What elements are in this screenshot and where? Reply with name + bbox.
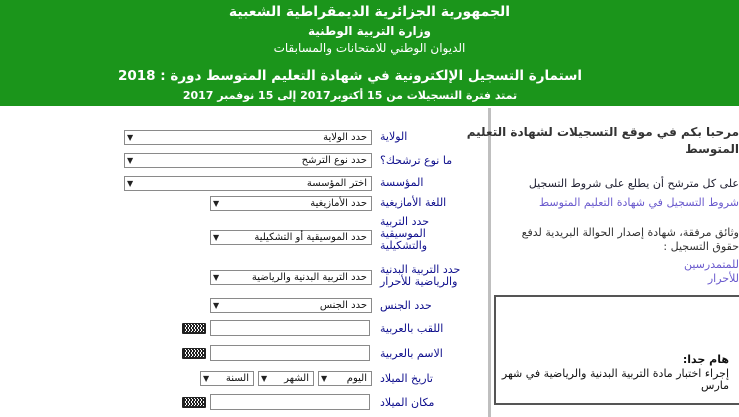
birth-year-value: السنة (225, 373, 249, 384)
music-art-select-value: حدد الموسيقية أو التشكيلية (254, 232, 367, 243)
welcome-line-2: المتوسط (685, 142, 739, 156)
birth-day-select[interactable] (318, 371, 372, 386)
gender-label: حدد الجنس (380, 299, 432, 312)
keyboard-icon[interactable] (182, 323, 206, 334)
amazigh-label: اللغة الأمازيغية (380, 196, 447, 209)
office-title: الديوان الوطني للامتحانات والمسابقات (273, 41, 466, 55)
amazigh-select-value: حدد الأمازيغية (310, 198, 367, 209)
chevron-down-icon: ▼ (127, 156, 134, 165)
pe-free-label: حدد التربية البدنية والرياضية للأحرار (380, 263, 461, 288)
chevron-down-icon: ▼ (127, 179, 134, 188)
notice-text: إجراء اختبار مادة التربية البدنية والرياضية في شهر مارس (501, 367, 729, 392)
institution-select[interactable] (124, 176, 372, 191)
institution-label: المؤسسة (380, 176, 424, 189)
wilaya-select[interactable] (124, 130, 372, 145)
birth-month-value: الشهر (284, 373, 309, 384)
candidate-type-select-value: حدد نوع الترشح (301, 155, 367, 166)
registration-period: تمتد فترة التسجيلات من 15 أكتوبر2017 إلى 15 نوفمبر 2017 (182, 89, 518, 102)
institution-select-value: اختر المؤسسة (306, 178, 367, 189)
form-title: استمارة التسجيل الإلكترونية في شهادة التعليم المتوسط دورة : 2018 (117, 68, 583, 84)
welcome-message (466, 124, 739, 158)
keyboard-icon[interactable] (182, 348, 206, 359)
candidate-type-label: ما نوع ترشحك؟ (380, 154, 453, 167)
pe-free-select-value: حدد التربية البدنية والرياضية (251, 272, 367, 283)
birth-year-select[interactable] (200, 371, 254, 386)
name-ar-input[interactable] (210, 345, 370, 361)
chevron-down-icon: ▼ (213, 233, 220, 242)
schooled-candidates-link[interactable]: للمتمدرسين (683, 258, 739, 271)
surname-ar-label: اللقب بالعربية (380, 322, 444, 335)
wilaya-label: الولاية (380, 130, 408, 143)
ministry-title: وزارة التربية الوطنية (307, 24, 431, 38)
republic-title: الجمهورية الجزائرية الديمقراطية الشعبية (228, 4, 511, 20)
documents-note-line-2: حقوق التسجيل : (663, 240, 739, 253)
music-art-select[interactable] (210, 230, 372, 245)
birth-place-input[interactable] (210, 394, 370, 410)
documents-note-line-1: وثائق مرفقة، شهادة إصدار الحوالة البريدية لدفع (521, 226, 739, 239)
welcome-line-1: مرحبا بكم في موقع التسجيلات لشهادة التعليم (466, 125, 739, 139)
birth-month-select[interactable] (258, 371, 314, 386)
keyboard-icon[interactable] (182, 397, 206, 408)
birth-day-value: اليوم (346, 373, 367, 384)
documents-note (499, 226, 739, 254)
candidate-type-select[interactable] (124, 153, 372, 168)
amazigh-select[interactable] (210, 196, 372, 211)
panel-divider (488, 108, 491, 417)
chevron-down-icon: ▼ (127, 133, 134, 142)
free-candidates-link[interactable]: للأحرار (707, 272, 739, 285)
birth-date-label: تاريخ الميلاد (380, 372, 433, 385)
page-header (0, 0, 739, 106)
birth-place-label: مكان الميلاد (380, 396, 435, 409)
music-art-label: حدد التربية الموسيقية والتشكيلية (380, 215, 430, 252)
name-ar-label: الاسم بالعربية (380, 347, 443, 360)
gender-select-value: حدد الجنس (319, 300, 367, 311)
chevron-down-icon: ▼ (213, 273, 220, 282)
registration-terms-link[interactable]: شروط التسجيل في شهادة التعليم المتوسط (538, 196, 739, 209)
important-notice-box (494, 295, 739, 405)
notice-title: هام جدا: (682, 353, 729, 366)
chevron-down-icon: ▼ (261, 374, 268, 383)
chevron-down-icon: ▼ (213, 199, 220, 208)
chevron-down-icon: ▼ (213, 301, 220, 310)
gender-select[interactable] (210, 298, 372, 313)
chevron-down-icon: ▼ (321, 374, 328, 383)
wilaya-select-value: حدد الولاية (323, 132, 367, 143)
chevron-down-icon: ▼ (203, 374, 210, 383)
surname-ar-input[interactable] (210, 320, 370, 336)
terms-note: على كل مترشح أن يطلع على شروط التسجيل (528, 177, 739, 190)
pe-free-select[interactable] (210, 270, 372, 285)
